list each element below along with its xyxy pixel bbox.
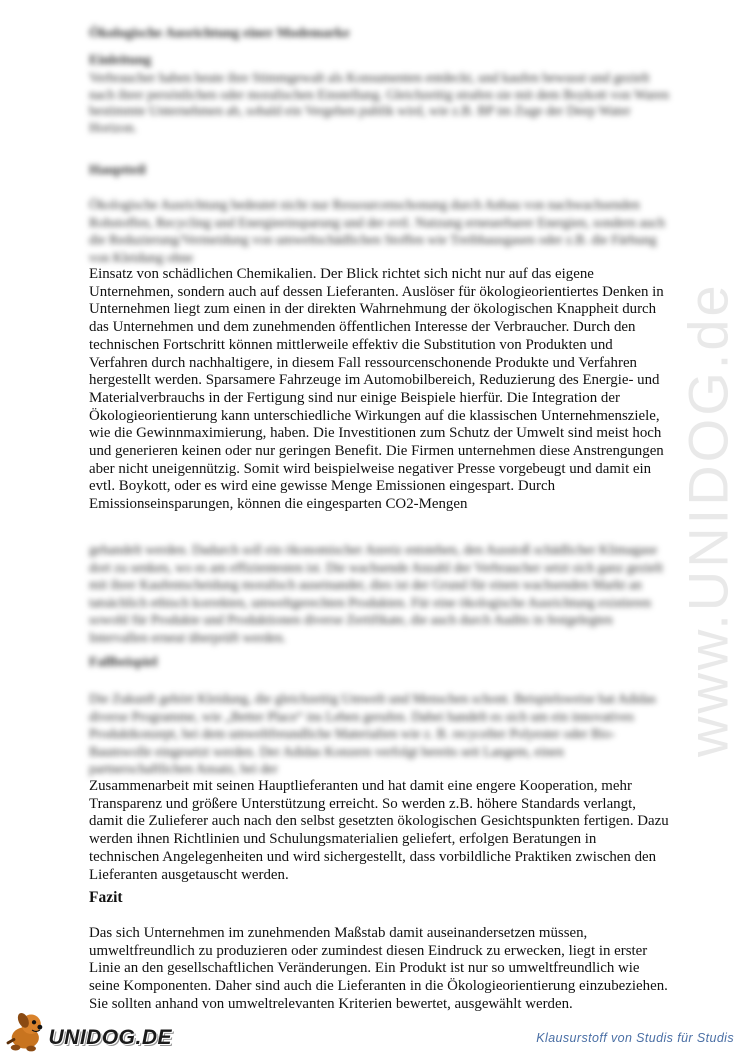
paragraph-fallbeispiel-blurred: Die Zukunft gehört Kleidung, die gleichzeitig Umwelt und Menschen schont. Beispielsweise hat Adidas diverse Programme, wie „Better Place“ ins Leben gerufen. Dabei handelt es sich um ein innovatives Produktkonzept, bei dem umweltfreundliche Materialien wie z. B. recycelter Polyester oder Bio-Baumwolle eingesetzt werden. Der Adidas Konzern verfolgt bereits seit Langem, einen partnerschaftlichen Ansatz, bei der <box>89 691 657 776</box>
logo-text: UNIDOG.DE <box>48 1026 172 1049</box>
heading-fazit: Fazit <box>89 889 123 906</box>
heading-einleitung: Einleitung <box>89 53 152 68</box>
paragraph-einleitung: Verbraucher haben heute ihre Stimmgewalt als Konsumenten entdeckt, und kaufen bewusst und gezielt nach ihrer persönlichen oder moralischen Einstellung. Gleichzeitig strafen sie mit dem Boykott von Waren bestimmte Unternehmen ab, sobald ein Vergehen publik wird, wie z.B. BP im Zuge der Deep Water Horizon. <box>89 70 669 135</box>
paragraph-hauptteil-blurred-tail: gehandelt werden. Dadurch soll ein ökonomischer Anreiz entstehen, den Ausstoß schädlicher Klimagase dort zu senken, wo es am effizientesten ist. Die wachsende Anzahl der Verbraucher setzt sich ganz gezielt mit ihrer Kaufentscheidung moralisch auseinander, dies ist der Grund für einen wachsenden Markt an tatsächlich ethisch korrekten, umweltgerechten Produkten. Für eine ökologische Ausrichtung existieren sowohl für Produkte und Produktionen diverse Zertifikate, die auch durch Audits in festgelegten Intervallen erneut überprüft werden. <box>89 542 663 645</box>
unidog-logo[interactable] <box>2 1010 172 1054</box>
heading-fallbeispiel: Fallbeispiel <box>89 655 158 670</box>
paragraph-fazit: Das sich Unternehmen im zunehmenden Maßstab damit auseinandersetzen müssen, umweltfreundlich zu produzieren oder zumindest diesen Eindruck zu erwecken, liegt in erster Linie an den gesellschaftlichen Veränderungen. Ein Produkt ist nur so umweltfreundlich wie seine Komponenten. Daher sind auch die Lieferanten in die Ökologieorientierung einzubeziehen. Sie sollten anhand von umweltrelevanten Kriterien bewertet, ausgewählt werden. <box>89 925 668 1012</box>
document-page <box>89 0 669 1060</box>
watermark: www.UNIDOG.de <box>676 282 740 758</box>
paragraph-fallbeispiel: Zusammenarbeit mit seinen Hauptlieferanten und hat damit eine engere Kooperation, mehr Transparenz und größere Unterstützung erreicht. So werden z.B. höhere Standards verlangt, damit die Zulieferer auch nach den selbst gesetzten ökologischen Gesichtspunkten fertigen. Dazu werden ihnen Richtlinien und Schulungsmaterialien geliefert, erfolgen Beratungen in technischen Angelegenheiten und wird sichergestellt, dass vorbildliche Praktiken zwischen den Lieferanten ausgetauscht werden. <box>89 778 669 883</box>
heading-hauptteil: Hauptteil <box>89 163 146 178</box>
footer-tagline: Klausurstoff von Studis für Studis <box>536 1031 734 1045</box>
paragraph-hauptteil: Einsatz von schädlichen Chemikalien. Der Blick richtet sich nicht nur auf das eigene Unternehmen, sondern auch auf dessen Lieferanten. Auslöser für ökologieorientiertes Denken in Unternehmen liegt zum einen in der direkten Wahrnehmung der ökologischen Knappheit durch das Unternehmen und dem zunehmenden öffentlichen Interesse der Verbraucher. Durch den technischen Fortschritt können mittlerweile effektiv die Substitution von Produkten und Verfahren durch nachhaltigere, in diesem Fall ressourcenschonende Produkte und Verfahren hergestellt werden. Sparsamere Fahrzeuge im Automobilbereich, Reduzierung des Energie- und Materialverbrauchs in der Fertigung sind nur einige Beispiele hierfür. Die Integration der Ökologieorientierung kann unterschiedliche Wirkungen auf die klassischen Unternehmensziele, wie die Gewinnmaximierung, haben. Die Investitionen zum Schutz der Umwelt sind meist hoch und generieren keinen oder nur geringen Benefit. Die Firmen unternehmen diese Anstrengungen aber nicht uneigennützig. Somit wird beispielweise negativer Presse vorgebeugt und damit ein evtl. Boykott, oder es wird eine gewisse Menge Emissionen eingespart. Durch Emissionseinsparungen, können die eingesparten CO2-Mengen <box>89 266 664 513</box>
document-title: Ökologische Ausrichtung einer Modemarke <box>89 26 350 41</box>
dog-mascot-icon <box>2 1010 52 1054</box>
paragraph-hauptteil-blurred-intro: Ökologische Ausrichtung bedeutet nicht nur Ressourcenschonung durch Anbau von nachwachsenden Rohstoffen, Recycling und Energieeinsparung und der evtl. Nutzung erneuerbarer Energien, sondern auch die Reduzierung/Vermeidung von umweltschädlichen Stoffen wie Treibhausgasen oder z.B. die Färbung von Kleidung ohne <box>89 197 666 265</box>
